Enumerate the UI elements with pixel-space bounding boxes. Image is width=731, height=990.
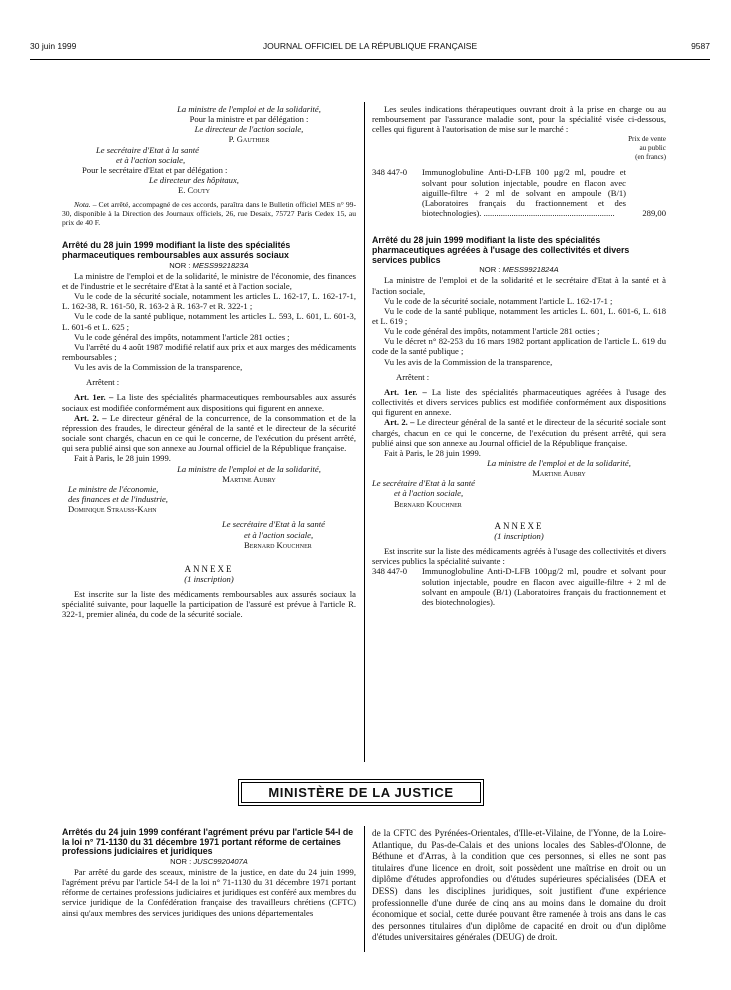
arrete1-art2-text: Le directeur général de la concurrence, de la consommation et de la répression des fraudes, le directeur général de la santé et le directeur de la sécurité sociale sont chargés, chacun en ce qui le concerne, de l'exécution du présent arrêté, qui sera publié ainsi que son annexe au Journal officiel de la République française. <box>62 412 356 454</box>
sig-secretary-line1: Le secrétaire d'Etat à la santé <box>96 144 199 155</box>
price-item-desc: Immunoglobuline Anti-D-LFB 100 µg/2 ml, poudre et solvant pour solution injectable, poudre en flacon avec aiguille-filtre + 2 ml de solvant en ampoule (B/1) (Laboratoires français du fractionnement et des biotechnologies). ............................................................. <box>422 167 626 219</box>
right-intro: Les seules indications thérapeutiques ouvrant droit à la prise en charge ou au remboursement par l'assurance maladie sont, pour la spécialité visée ci-dessous, celles qui figurent à l'autorisation de mise sur le marché : <box>372 104 666 135</box>
header-journal: JOURNAL OFFICIEL DE LA RÉPUBLIQUE FRANÇAISE <box>262 41 478 51</box>
arrete2-sig-sec-line2: et à l'action sociale, <box>394 488 464 499</box>
price-item <box>372 167 666 218</box>
arrete2-sig-minister-name: Martine Aubry <box>532 468 586 479</box>
arrete2-p3: Vu le code de la santé publique, notamment les articles L. 601, L. 601-6, L. 618 et L. 619 ; <box>372 305 666 326</box>
arrete1-nor <box>62 261 356 271</box>
arrete2-art1-text: La liste des spécialités pharmaceutiques agréées à l'usage des collectivités et divers services publics est modifiée conformément aux dispositions qui figurent en annexe. <box>372 386 666 418</box>
price-head-2: au public <box>639 144 666 153</box>
arrete2-art2-text: Le directeur général de la santé et le directeur de la sécurité sociale sont chargés, chacun en ce qui le concerne, de l'exécution du présent arrêté, qui sera publié ainsi que son annexe au Journal officiel de la République française. <box>372 417 666 448</box>
arrete2-p5: Vu le décret n° 82-253 du 16 mars 1982 portant application de l'article L. 619 du code de la santé publique ; <box>372 336 666 357</box>
arrete1-p6: Vu les avis de la Commission de la transparence, <box>74 362 243 373</box>
arrete1-sig-eco-line1: Le ministre de l'économie, <box>68 483 159 494</box>
arrete1-art2 <box>62 413 356 454</box>
arrete1-p3: Vu le code de la santé publique, notamment les articles L. 593, L. 601, L. 601-3, L. 601-6 et L. 625 ; <box>62 311 356 332</box>
arrete1-sig-minister: La ministre de l'emploi et de la solidarité, <box>177 463 321 474</box>
arrete2-p4: Vu le code général des impôts, notamment l'article 281 octies ; <box>384 326 600 337</box>
price-head-1: Prix de vente <box>628 135 666 144</box>
arrete2-sig-sec-name: Bernard Kouchner <box>394 498 462 509</box>
arrete2-art1-label: Art. 1er. – <box>384 386 427 397</box>
arrete3-p1: Par arrêté du garde des sceaux, ministre de la justice, en date du 24 juin 1999, l'agrément prévu par l'article 54-I de la loi n° 71-1130 du 31 décembre 1971 portant réforme de certaines professions judiciaires et juridiques est conféré aux membres du service juridique de la Confédération française des travailleurs chrétiens (CFTC) ainsi qu'aux membres des services juridiques des unions départementales <box>62 866 356 918</box>
arrete1-sig-sec-name: Bernard Kouchner <box>244 539 312 550</box>
sig-director-name: P. Gauthier <box>228 134 270 145</box>
arrete1-inscription: (1 inscription) <box>184 573 234 584</box>
arrete3-title: Arrêtés du 24 juin 1999 conférant l'agrément prévu par l'article 54-I de la loi n° 71-1130 du 31 décembre 1971 portant réforme de certaines professions judiciaires et juridiques <box>62 827 354 857</box>
sig-delegation: Pour la ministre et par délégation : <box>189 114 309 125</box>
arrete2-p6: Vu les avis de la Commission de la transparence, <box>384 356 553 367</box>
price-item-price: 289,00 <box>642 208 666 219</box>
arrete1-annexe: ANNEXE <box>184 563 234 574</box>
arrete1-art2-label: Art. 2. – <box>74 412 107 423</box>
arrete2-title: Arrêté du 28 juin 1999 modifiant la liste des spécialités pharmaceutiques agréées à l'usage des collectivités et divers services publics <box>372 235 630 265</box>
arrete2-art2-label: Art. 2. – <box>384 417 415 428</box>
sig-director-title: Le directeur de l'action sociale, <box>194 124 304 135</box>
right-column <box>372 104 666 607</box>
arrete2-sig-minister: La ministre de l'emploi et de la solidarité, <box>487 458 631 468</box>
arrete1-p2: Vu le code de la sécurité sociale, notamment les articles L. 162-17, L. 162-17-1, L. 162-38, R. 161-50, R. 163-2 à R. 163-7 et R. 322-1 ; <box>62 291 356 312</box>
sig-minister: La ministre de l'emploi et de la solidarité, <box>177 104 321 114</box>
sig-secretary-delegation: Pour le secrétaire d'Etat et par délégation : <box>82 164 228 175</box>
arrete2-sig-sec-line1: Le secrétaire d'Etat à la santé <box>372 478 475 489</box>
left-column <box>62 104 356 620</box>
arrete2-annexe: ANNEXE <box>494 520 544 531</box>
bottom-left-column <box>62 828 356 918</box>
arrete3-nor <box>62 857 356 867</box>
arrete3-p1-continued: de la CFTC des Pyrénées-Orientales, d'Ille-et-Vilaine, de l'Yonne, de la Loire-Atlantique, du Pas-de-Calais et des unions locales des Sables-d'Olonne, de Béthune et d'Arras, à la condition que ces personnes, si elles ne sont pas titulaires d'une licence en droit, soit possèdent une maîtrise en droit ou un diplôme d'études approfondies ou d'études supérieures spécialisées (DEA et DESS) dans les disciplines juridiques, soit justifient d'une expérience professionnelle d'une durée de cinq ans au moins dans le domaine du droit économique et social, cette durée pouvant être ramenée à trois ans dans le cas des personnes titulaires d'un diplôme de capacité en droit ou d'un diplôme d'études universitaires générales (DEUG) de droit. <box>372 828 666 943</box>
arrete3-nor-label: NOR : <box>170 856 192 866</box>
page-header <box>30 41 710 55</box>
arrete2-arretent: Arrêtent : <box>396 371 430 382</box>
sig-hospital-title: Le directeur des hôpitaux, <box>149 175 239 186</box>
price-item-code: 348 447-0 <box>372 167 408 178</box>
arrete1-sig-minister-name: Martine Aubry <box>222 473 276 484</box>
ministry-heading: MINISTÈRE DE LA JUSTICE <box>238 779 484 806</box>
arrete1-art1-text: La liste des spécialités pharmaceutiques remboursables aux assurés sociaux est modifiée conformément aux dispositions qui figurent en annexe. <box>62 392 356 413</box>
arrete1-annex-text: Est inscrite sur la liste des médicaments remboursables aux assurés sociaux la spécialité suivante, pour laquelle la participation de l'assuré est prévue à l'article R. 322-1, premier alinéa, du code de la sécurité sociale. <box>62 589 356 620</box>
arrete2-art1 <box>372 387 666 417</box>
arrete2-nor-value: MESS9921824A <box>502 265 559 275</box>
column-divider-top <box>364 102 365 762</box>
arrete1-title: Arrêté du 28 juin 1999 modifiant la liste des spécialités pharmaceutiques remboursables aux assurés sociaux <box>62 240 291 260</box>
arrete2-annex-text: Est inscrite sur la liste des médicaments agréés à l'usage des collectivités et divers services publics la spécialité suivante : <box>372 546 666 567</box>
arrete2-nor-label: NOR : <box>479 265 501 275</box>
header-date: 30 juin 1999 <box>30 41 77 51</box>
arrete1-sig-sec-line2: et à l'action sociale, <box>244 529 314 540</box>
arrete2-p2: Vu le code de la sécurité sociale, notamment l'article L. 162-17-1 ; <box>384 295 613 306</box>
arrete1-art1 <box>62 392 356 412</box>
arrete1-fait: Fait à Paris, le 28 juin 1999. <box>74 453 171 464</box>
header-rule <box>30 59 710 60</box>
arrete2-item <box>372 566 666 607</box>
nota-text: Cet arrêté, accompagné de ces accords, paraîtra dans le Bulletin officiel MES n° 99-30, disponible à la Direction des Journaux officiels, 26, rue Desaix, 75727 Paris Cedex 15, au prix de 40 F. <box>62 200 356 228</box>
price-head-3: (en francs) <box>635 153 666 162</box>
arrete1-p5: Vu l'arrêté du 4 août 1987 modifié relatif aux prix et aux marges des médicaments remboursables ; <box>62 341 356 362</box>
arrete1-sig-eco-line2: des finances et de l'industrie, <box>68 494 168 505</box>
arrete1-nor-value: MESS9921823A <box>192 260 249 270</box>
nota <box>62 200 356 227</box>
column-divider-bottom <box>364 826 365 952</box>
arrete1-p1: La ministre de l'emploi et de la solidarité, le ministre de l'économie, des finances et de l'industrie et le secrétaire d'Etat à la santé et à l'action sociale, <box>62 270 356 291</box>
arrete2-art2 <box>372 417 666 447</box>
arrete1-arretent: Arrêtent : <box>86 377 120 388</box>
header-page-number: 9587 <box>691 41 710 51</box>
sig-secretary-line2: et à l'action sociale, <box>116 154 186 165</box>
nota-label: Nota. – <box>74 200 97 210</box>
arrete2-nor <box>372 265 666 275</box>
arrete2-item-desc: Immunoglobuline Anti-D-LFB 100µg/2 ml, poudre et solvant pour solution injectable, poudre en flacon avec aiguille-filtre + 2 ml de solvant en ampoule (B/1) (Laboratoires français du fractionnement et des biotechnologies). <box>422 566 666 607</box>
arrete3-nor-value: JUSC9920407A <box>193 856 248 866</box>
arrete1-sig-sec-line1: Le secrétaire d'Etat à la santé <box>222 519 325 530</box>
bottom-right-column <box>372 828 666 944</box>
arrete2-item-code: 348 447-0 <box>372 566 408 577</box>
arrete1-p4: Vu le code général des impôts, notamment l'article 281 octies ; <box>74 331 290 342</box>
arrete1-art1-label: Art. 1er. – <box>74 392 114 403</box>
sig-hospital-name: E. Couty <box>178 185 210 196</box>
arrete1-nor-label: NOR : <box>169 260 191 270</box>
arrete1-sig-eco-name: Dominique Strauss-Kahn <box>68 504 157 515</box>
arrete2-p1: La ministre de l'emploi et de la solidarité et le secrétaire d'Etat à la santé et à l'action sociale, <box>372 275 666 296</box>
arrete2-inscription: (1 inscription) <box>494 530 544 541</box>
arrete2-fait: Fait à Paris, le 28 juin 1999. <box>384 447 481 458</box>
